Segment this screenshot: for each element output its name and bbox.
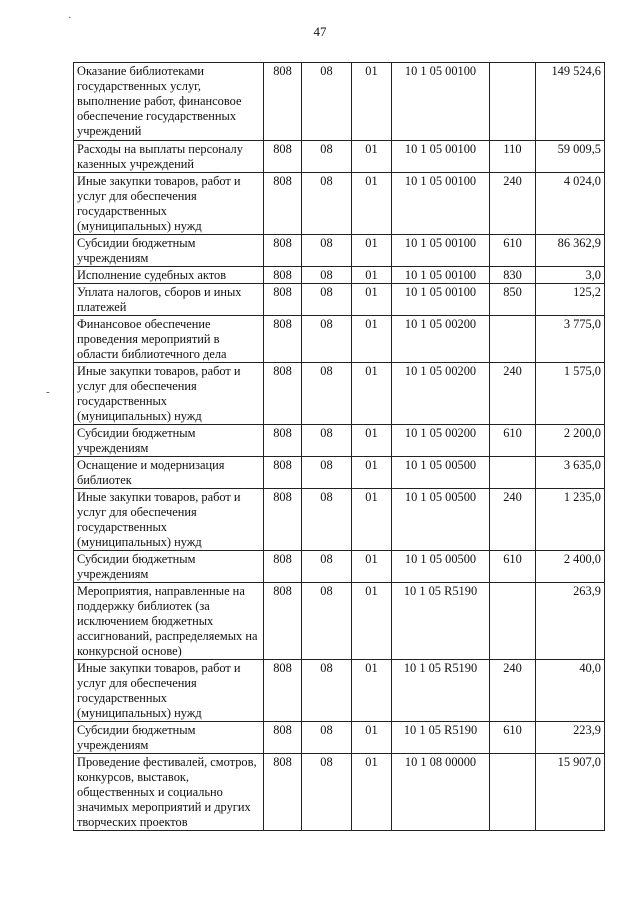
cell-amount: 59 009,5 [536,141,605,173]
cell-expense-type [490,316,536,363]
cell-target-article: 10 1 05 00500 [392,551,490,583]
cell-amount: 2 200,0 [536,425,605,457]
cell-target-article: 10 1 05 00100 [392,267,490,284]
cell-ministry-code: 808 [264,63,302,141]
cell-name: Мероприятия, направленные на поддержку библиотек (за исключением бюджетных ассигнований, распределяемых на конкурсной основе) [74,583,264,660]
scan-speck: · [68,12,72,24]
table-row [74,63,605,141]
cell-name: Расходы на выплаты персоналу казенных учреждений [74,141,264,173]
cell-target-article: 10 1 05 00100 [392,235,490,267]
cell-expense-type [490,754,536,831]
cell-section-code: 08 [302,583,352,660]
cell-name: Иные закупки товаров, работ и услуг для обеспечения государственных (муниципальных) нужд [74,173,264,235]
cell-subsection-code: 01 [352,489,392,551]
table-row [74,457,605,489]
cell-ministry-code: 808 [264,267,302,284]
table-row [74,141,605,173]
table-row [74,316,605,363]
cell-amount: 125,2 [536,284,605,316]
cell-amount: 2 400,0 [536,551,605,583]
cell-amount: 3,0 [536,267,605,284]
cell-name: Оказание библиотеками государственных услуг, выполнение работ, финансовое обеспечение государственных учреждений [74,63,264,141]
cell-ministry-code: 808 [264,235,302,267]
cell-target-article: 10 1 05 00100 [392,284,490,316]
table-row [74,754,605,831]
cell-section-code: 08 [302,363,352,425]
cell-section-code: 08 [302,235,352,267]
table-row [74,284,605,316]
cell-ministry-code: 808 [264,660,302,722]
cell-subsection-code: 01 [352,363,392,425]
cell-ministry-code: 808 [264,316,302,363]
cell-subsection-code: 01 [352,754,392,831]
cell-ministry-code: 808 [264,284,302,316]
cell-target-article: 10 1 05 00200 [392,425,490,457]
cell-section-code: 08 [302,267,352,284]
cell-subsection-code: 01 [352,457,392,489]
cell-subsection-code: 01 [352,583,392,660]
cell-target-article: 10 1 05 00500 [392,457,490,489]
cell-expense-type: 830 [490,267,536,284]
cell-ministry-code: 808 [264,173,302,235]
cell-name: Субсидии бюджетным учреждениям [74,551,264,583]
cell-expense-type: 240 [490,173,536,235]
scan-speck: - [46,386,50,398]
cell-section-code: 08 [302,457,352,489]
cell-subsection-code: 01 [352,63,392,141]
page-number: 47 [313,24,327,39]
cell-name: Иные закупки товаров, работ и услуг для обеспечения государственных (муниципальных) нужд [74,660,264,722]
cell-expense-type: 240 [490,660,536,722]
table-row [74,425,605,457]
cell-subsection-code: 01 [352,660,392,722]
cell-subsection-code: 01 [352,425,392,457]
cell-amount: 3 775,0 [536,316,605,363]
table-row [74,660,605,722]
cell-target-article: 10 1 05 00100 [392,63,490,141]
cell-section-code: 08 [302,754,352,831]
cell-target-article: 10 1 05 R5190 [392,722,490,754]
cell-subsection-code: 01 [352,316,392,363]
cell-ministry-code: 808 [264,551,302,583]
cell-ministry-code: 808 [264,754,302,831]
cell-name: Исполнение судебных актов [74,267,264,284]
cell-expense-type: 240 [490,363,536,425]
cell-section-code: 08 [302,316,352,363]
cell-expense-type [490,63,536,141]
cell-ministry-code: 808 [264,489,302,551]
cell-section-code: 08 [302,489,352,551]
cell-section-code: 08 [302,284,352,316]
cell-amount: 149 524,6 [536,63,605,141]
cell-name: Иные закупки товаров, работ и услуг для обеспечения государственных (муниципальных) нужд [74,489,264,551]
cell-target-article: 10 1 05 R5190 [392,660,490,722]
budget-table [73,62,605,831]
cell-target-article: 10 1 05 00100 [392,173,490,235]
table-row [74,363,605,425]
cell-amount: 263,9 [536,583,605,660]
cell-expense-type: 240 [490,489,536,551]
cell-expense-type: 610 [490,722,536,754]
cell-ministry-code: 808 [264,457,302,489]
cell-target-article: 10 1 05 00200 [392,316,490,363]
cell-amount: 1 235,0 [536,489,605,551]
cell-subsection-code: 01 [352,141,392,173]
cell-subsection-code: 01 [352,722,392,754]
cell-subsection-code: 01 [352,173,392,235]
cell-section-code: 08 [302,551,352,583]
cell-amount: 223,9 [536,722,605,754]
cell-amount: 1 575,0 [536,363,605,425]
cell-name: Иные закупки товаров, работ и услуг для обеспечения государственных (муниципальных) нужд [74,363,264,425]
cell-subsection-code: 01 [352,267,392,284]
cell-target-article: 10 1 05 00200 [392,363,490,425]
cell-expense-type: 610 [490,235,536,267]
cell-name: Финансовое обеспечение проведения мероприятий в области библиотечного дела [74,316,264,363]
cell-amount: 3 635,0 [536,457,605,489]
cell-target-article: 10 1 05 00500 [392,489,490,551]
cell-section-code: 08 [302,425,352,457]
cell-ministry-code: 808 [264,141,302,173]
table-row [74,583,605,660]
cell-subsection-code: 01 [352,235,392,267]
cell-subsection-code: 01 [352,284,392,316]
table-row [74,551,605,583]
cell-section-code: 08 [302,63,352,141]
cell-target-article: 10 1 08 00000 [392,754,490,831]
cell-expense-type: 850 [490,284,536,316]
cell-expense-type: 610 [490,551,536,583]
cell-name: Уплата налогов, сборов и иных платежей [74,284,264,316]
cell-amount: 86 362,9 [536,235,605,267]
cell-subsection-code: 01 [352,551,392,583]
cell-name: Субсидии бюджетным учреждениям [74,425,264,457]
cell-section-code: 08 [302,722,352,754]
cell-section-code: 08 [302,141,352,173]
table-row [74,173,605,235]
cell-amount: 15 907,0 [536,754,605,831]
cell-target-article: 10 1 05 R5190 [392,583,490,660]
cell-amount: 4 024,0 [536,173,605,235]
cell-target-article: 10 1 05 00100 [392,141,490,173]
cell-ministry-code: 808 [264,425,302,457]
cell-name: Субсидии бюджетным учреждениям [74,235,264,267]
cell-name: Оснащение и модернизация библиотек [74,457,264,489]
table-row [74,722,605,754]
cell-ministry-code: 808 [264,722,302,754]
cell-ministry-code: 808 [264,363,302,425]
cell-expense-type [490,583,536,660]
cell-expense-type [490,457,536,489]
table-row [74,235,605,267]
cell-ministry-code: 808 [264,583,302,660]
cell-amount: 40,0 [536,660,605,722]
cell-expense-type: 610 [490,425,536,457]
cell-name: Проведение фестивалей, смотров, конкурсов, выставок, общественных и социально значимых мероприятий и других творческих проектов [74,754,264,831]
cell-section-code: 08 [302,660,352,722]
table-row [74,489,605,551]
table-row [74,267,605,284]
cell-expense-type: 110 [490,141,536,173]
cell-name: Субсидии бюджетным учреждениям [74,722,264,754]
cell-section-code: 08 [302,173,352,235]
